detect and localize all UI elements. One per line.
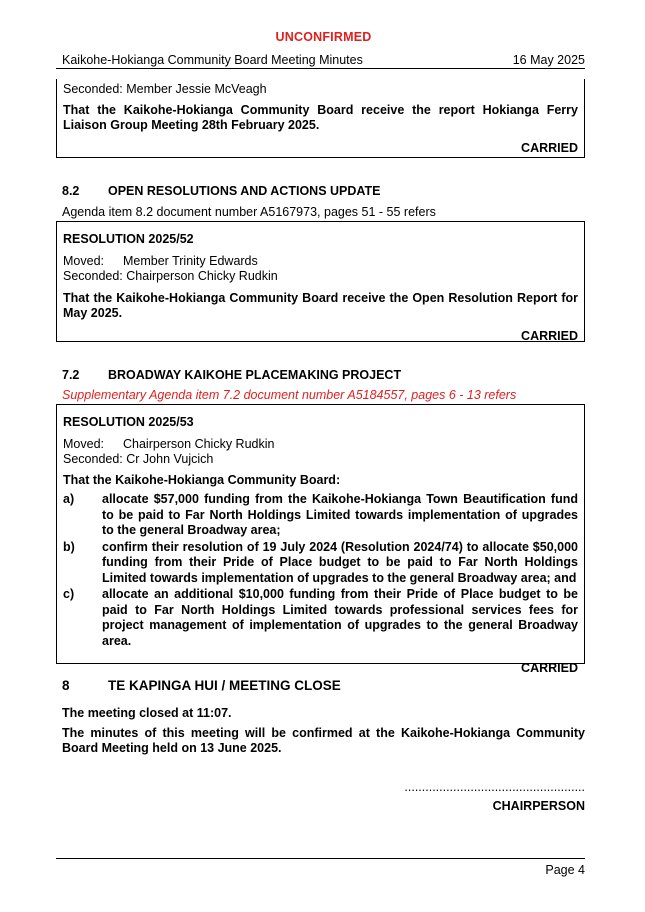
moved-value: Chairperson Chicky Rudkin: [123, 437, 275, 451]
section-number: 8.2: [62, 184, 80, 198]
document-title: Kaikohe-Hokianga Community Board Meeting Minutes: [62, 53, 363, 67]
seconded-value: Cr John Vujcich: [126, 452, 214, 466]
resolution-box-2025-52: [56, 221, 585, 342]
footer-rule: [56, 858, 585, 859]
list-item: [63, 587, 578, 649]
carried-label: CARRIED: [521, 141, 578, 155]
resolution-items-list: [63, 492, 578, 649]
section-heading-8-2: [62, 184, 380, 198]
section-title: BROADWAY KAIKOHE PLACEMAKING PROJECT: [108, 368, 402, 382]
moved-key: Moved:: [63, 254, 104, 268]
seconded-line: Seconded: Member Jessie McVeagh: [63, 82, 267, 96]
seconded-line: [63, 452, 578, 467]
item-text: confirm their resolution of 19 July 2024 (Resolution 2024/74) to allocate $50,000 funding from their Pride of Place budget to be paid to Far North Holdings Limited towards implementation of upgrades to the general Broadway area; and: [102, 539, 578, 585]
document-date: 16 May 2025: [512, 53, 585, 67]
item-letter: c): [63, 587, 75, 601]
section-number: 7.2: [62, 368, 80, 382]
moved-value: Member Trinity Edwards: [123, 254, 258, 268]
section-title: OPEN RESOLUTIONS AND ACTIONS UPDATE: [108, 184, 381, 198]
resolution-label: RESOLUTION 2025/53: [63, 415, 194, 429]
meeting-closed-text: The meeting closed at 11:07.: [62, 706, 232, 720]
resolution-text: That the Kaikohe-Hokianga Community Board receive the Open Resolution Report for May 2025.: [63, 291, 578, 320]
section-heading-7-2: [62, 368, 401, 382]
signature-line: ....................................................: [404, 780, 585, 794]
seconded-key: Seconded:: [63, 269, 123, 283]
moved-line: [63, 437, 578, 452]
confirmation-text: The minutes of this meeting will be confirmed at the Kaikohe-Hokianga Community Board Meeting held on 13 June 2025.: [62, 726, 585, 755]
item-letter: a): [63, 492, 75, 506]
resolution-label: RESOLUTION 2025/52: [63, 232, 194, 246]
item-text: allocate $57,000 funding from the Kaikohe-Hokianga Town Beautification fund to be paid to Far North Holdings Limited towards implementation of upgrades to the general Broadway area;: [102, 492, 578, 537]
page-number: Page 4: [545, 863, 585, 877]
resolution-box-ferry: [56, 79, 585, 158]
header-rule: [56, 68, 585, 69]
section-number: 8: [62, 678, 70, 693]
section-title: TE KAPINGA HUI / MEETING CLOSE: [108, 678, 341, 693]
agenda-reference: Agenda item 8.2 document number A5167973, pages 51 - 55 refers: [62, 205, 436, 219]
resolution-intro: That the Kaikohe-Hokianga Community Board:: [63, 473, 341, 487]
moved-line: [63, 254, 578, 269]
seconded-key: Seconded:: [63, 452, 123, 466]
moved-key: Moved:: [63, 437, 104, 451]
item-text: allocate an additional $10,000 funding from their Pride of Place budget to be paid to Far North Holdings Limited towards professional services fees for project management of implementation of upgrades to the general Broadway area.: [102, 587, 578, 648]
item-letter: b): [63, 539, 75, 554]
resolution-box-2025-53: [56, 404, 585, 675]
agenda-reference: Supplementary Agenda item 7.2 document number A5184557, pages 6 - 13 refers: [62, 388, 517, 402]
carried-label: CARRIED: [521, 329, 578, 343]
unconfirmed-banner: UNCONFIRMED: [275, 30, 372, 44]
seconded-line: [63, 269, 578, 284]
page-header: [62, 53, 585, 67]
resolution-text: That the Kaikohe-Hokianga Community Board receive the report Hokianga Ferry Liaison Group Meeting 28th February 2025.: [63, 103, 578, 132]
list-item: [63, 540, 578, 587]
section-heading-8: [62, 678, 341, 693]
seconded-value: Chairperson Chicky Rudkin: [126, 269, 278, 283]
carried-label: CARRIED: [521, 661, 578, 675]
chairperson-label: CHAIRPERSON: [492, 799, 585, 813]
list-item: [63, 492, 578, 539]
